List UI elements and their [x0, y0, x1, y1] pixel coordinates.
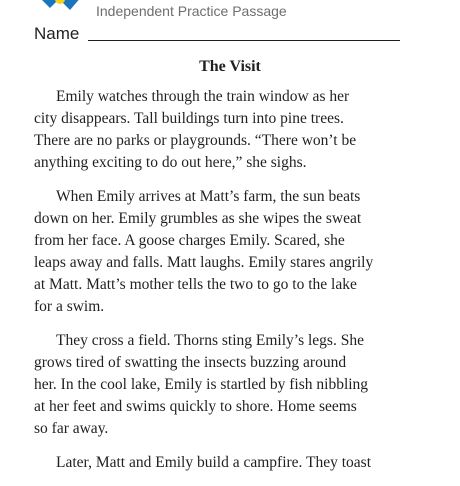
page-header — [0, 0, 460, 22]
name-label: Name — [34, 24, 80, 43]
passage-body — [34, 86, 424, 486]
name-field — [34, 24, 400, 46]
passage-title: The Visit — [199, 58, 261, 75]
passage-type-subtitle: Independent Practice Passage — [96, 3, 287, 19]
passage-paragraph: Later, Matt and Emily build a campfire. They toast — [56, 454, 372, 471]
publisher-logo-icon — [36, 0, 84, 16]
passage-paragraph: They cross a field. Thorns sting Emily’s legs. She grows tired of swatting the insects buzzing around her. In the cool lake, Emily is startled by fish nibbling at her feet and swims quickly to shore. Home seems so far away. — [34, 332, 369, 437]
passage-paragraph: When Emily arrives at Matt’s farm, the sun beats down on her. Emily grumbles as she wipes the sweat from her face. A goose charges Emily. Scared, she leaps away and falls. Matt laughs. Emily stares angrily at Matt. Matt’s mother tells the two to go to the lake for a swim. — [34, 188, 374, 315]
passage-paragraph: Emily watches through the train window as her city disappears. Tall buildings turn into pine trees. There are no parks or playgrounds. “There won’t be anything exciting to do out here,” she sighs. — [34, 88, 357, 171]
name-write-line — [88, 40, 400, 41]
